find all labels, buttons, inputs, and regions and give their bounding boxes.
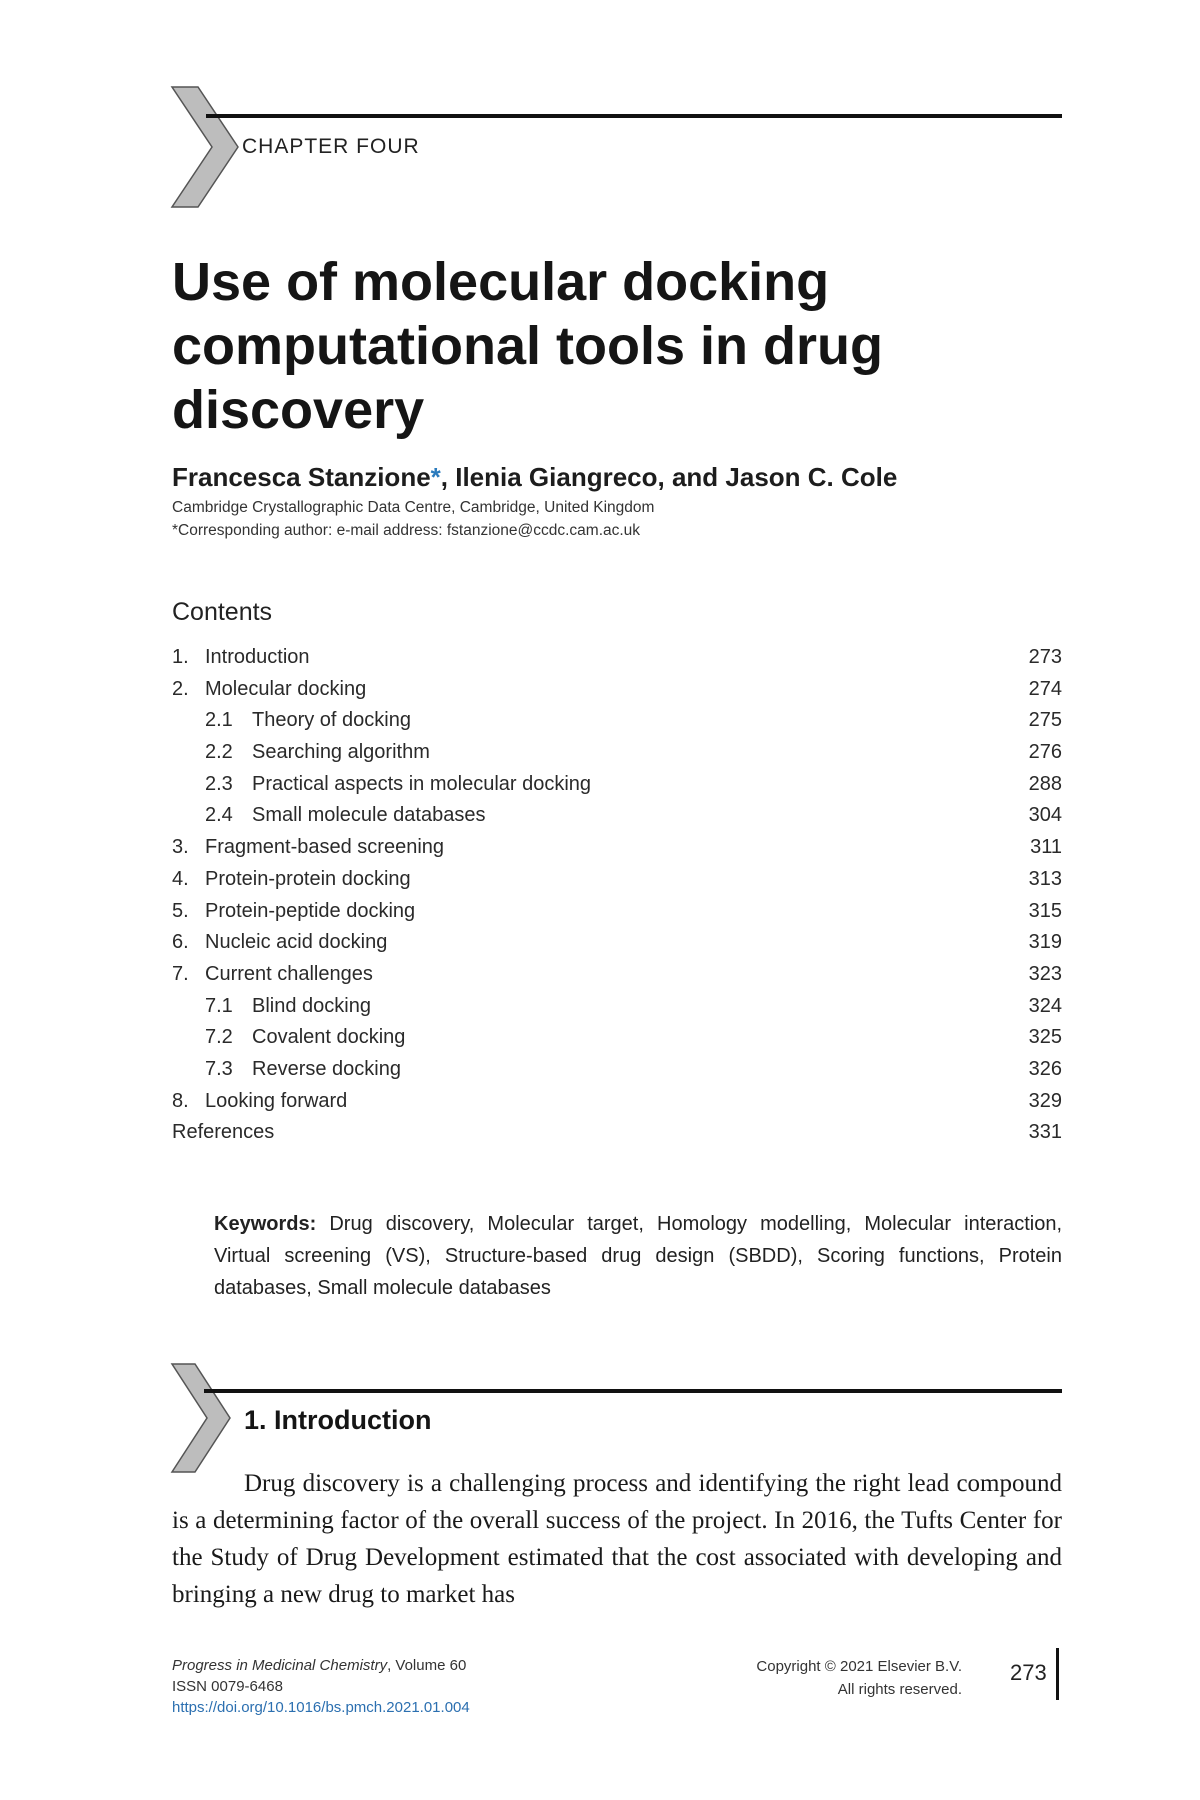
toc-item-label: Theory of docking <box>252 709 411 732</box>
toc-item-label: Covalent docking <box>252 1026 406 1049</box>
toc-item-number: 7.1 <box>205 994 233 1017</box>
keywords-text: Drug discovery, Molecular target, Homology modelling, Molecular interaction, Virtual screening (VS), Structure-based drug design (SBDD), Scoring functions, Protein databases, Small molecule databases <box>214 1213 1062 1299</box>
toc-item-number: 2.4 <box>205 804 233 827</box>
toc-item-number: 7.3 <box>205 1057 233 1080</box>
toc-item-label: Protein-peptide docking <box>205 899 416 922</box>
toc-item[interactable] <box>172 931 1062 963</box>
toc-item-number: 2. <box>172 677 189 700</box>
toc-item-number: 2.3 <box>205 772 233 795</box>
keywords-block <box>214 1208 1062 1304</box>
toc-item-label: Looking forward <box>205 1089 348 1112</box>
toc-item[interactable] <box>172 1026 1062 1058</box>
toc-item-page: 324 <box>1028 994 1062 1017</box>
footer-left <box>172 1655 470 1718</box>
rights: All rights reserved. <box>837 1681 962 1698</box>
toc-item-page: 304 <box>1028 804 1062 827</box>
toc-item-number: 5. <box>172 899 189 922</box>
toc-item-page: 276 <box>1028 741 1062 764</box>
journal-line <box>172 1655 470 1676</box>
chapter-label: CHAPTER FOUR <box>242 135 420 158</box>
toc-item[interactable] <box>172 1090 1062 1122</box>
toc-item-label: Searching algorithm <box>252 741 430 764</box>
toc-item-page: 288 <box>1028 772 1062 795</box>
toc-item-number: 6. <box>172 931 189 954</box>
toc-item-label: Reverse docking <box>252 1057 401 1080</box>
page-title: Use of molecular docking computational tools in drug discovery <box>172 252 883 440</box>
toc-item-number: 4. <box>172 867 189 890</box>
toc-item[interactable] <box>172 963 1062 995</box>
page-number: 273 <box>1010 1660 1047 1685</box>
toc-item-label: Nucleic acid docking <box>205 931 388 954</box>
toc-item-page: 331 <box>1028 1121 1062 1144</box>
copyright: Copyright © 2021 Elsevier B.V. <box>756 1658 962 1675</box>
toc-item[interactable] <box>172 1058 1062 1090</box>
toc-item[interactable] <box>172 836 1062 868</box>
corresponding-author: *Corresponding author: e-mail address: fstanzione@ccdc.cam.ac.uk <box>172 522 641 539</box>
toc-item[interactable] <box>172 1121 1062 1153</box>
table-of-contents <box>172 646 1062 1153</box>
toc-item-label: Protein-protein docking <box>205 867 411 890</box>
toc-item[interactable] <box>172 773 1062 805</box>
toc-item-page: 323 <box>1028 962 1062 985</box>
section-heading-introduction: 1. Introduction <box>244 1405 432 1435</box>
affiliation: Cambridge Crystallographic Data Centre, Cambridge, United Kingdom <box>172 499 655 516</box>
toc-item-label: References <box>172 1121 275 1144</box>
toc-item-page: 275 <box>1028 709 1062 732</box>
contents-heading: Contents <box>172 598 273 626</box>
journal-volume: , Volume 60 <box>387 1657 467 1674</box>
journal-name: Progress in Medicinal Chemistry <box>172 1657 388 1674</box>
author-rest: , Ilenia Giangreco, and Jason C. Cole <box>440 462 898 492</box>
toc-item-label: Practical aspects in molecular docking <box>252 772 592 795</box>
toc-item-label: Introduction <box>205 646 310 668</box>
introduction-paragraph: Drug discovery is a challenging process and identifying the right lead compound is a determining factor of the overall success of the project. In 2016, the Tufts Center for the Study of Drug Development estimated that the cost associated with developing and bringing a new drug to market has <box>172 1470 1062 1608</box>
toc-item-number: 8. <box>172 1089 189 1112</box>
toc-item-label: Current challenges <box>205 962 373 985</box>
chapter-chevron-icon <box>170 85 240 209</box>
toc-item[interactable] <box>172 995 1062 1027</box>
toc-item-number: 3. <box>172 836 189 859</box>
toc-item-number: 2.1 <box>205 709 233 732</box>
toc-item-page: 311 <box>1030 836 1062 859</box>
keywords-label: Keywords: <box>214 1213 317 1235</box>
toc-item-label: Small molecule databases <box>252 804 486 827</box>
toc-item-label: Molecular docking <box>205 677 367 700</box>
section-rule <box>204 1389 1062 1393</box>
footer-right <box>640 1655 962 1701</box>
toc-item-label: Blind docking <box>252 994 371 1017</box>
author-list <box>172 462 897 493</box>
author-first: Francesca Stanzione <box>172 462 431 492</box>
section-chevron-icon <box>170 1362 232 1474</box>
toc-item[interactable] <box>172 868 1062 900</box>
toc-item-page: 273 <box>1028 646 1062 668</box>
toc-item[interactable] <box>172 900 1062 932</box>
toc-item-page: 274 <box>1028 677 1062 700</box>
toc-item-page: 313 <box>1028 867 1062 890</box>
doi-link[interactable]: https://doi.org/10.1016/bs.pmch.2021.01.004 <box>172 1699 470 1716</box>
corresponding-asterisk[interactable]: * <box>430 462 441 492</box>
toc-item-number: 1. <box>172 646 189 668</box>
toc-item-page: 315 <box>1028 899 1062 922</box>
chapter-rule <box>206 114 1062 118</box>
page-number-bar <box>1056 1648 1059 1700</box>
toc-item-page: 329 <box>1028 1089 1062 1112</box>
toc-item[interactable] <box>172 646 1062 678</box>
toc-item-number: 7.2 <box>205 1026 233 1049</box>
toc-item-page: 319 <box>1028 931 1062 954</box>
toc-item[interactable] <box>172 709 1062 741</box>
issn: ISSN 0079-6468 <box>172 1678 283 1695</box>
toc-item-page: 325 <box>1028 1026 1062 1049</box>
toc-item[interactable] <box>172 741 1062 773</box>
toc-item-number: 2.2 <box>205 741 233 764</box>
toc-item[interactable] <box>172 804 1062 836</box>
toc-item-number: 7. <box>172 962 189 985</box>
toc-item[interactable] <box>172 678 1062 710</box>
toc-item-page: 326 <box>1028 1057 1062 1080</box>
toc-item-label: Fragment-based screening <box>205 836 445 859</box>
